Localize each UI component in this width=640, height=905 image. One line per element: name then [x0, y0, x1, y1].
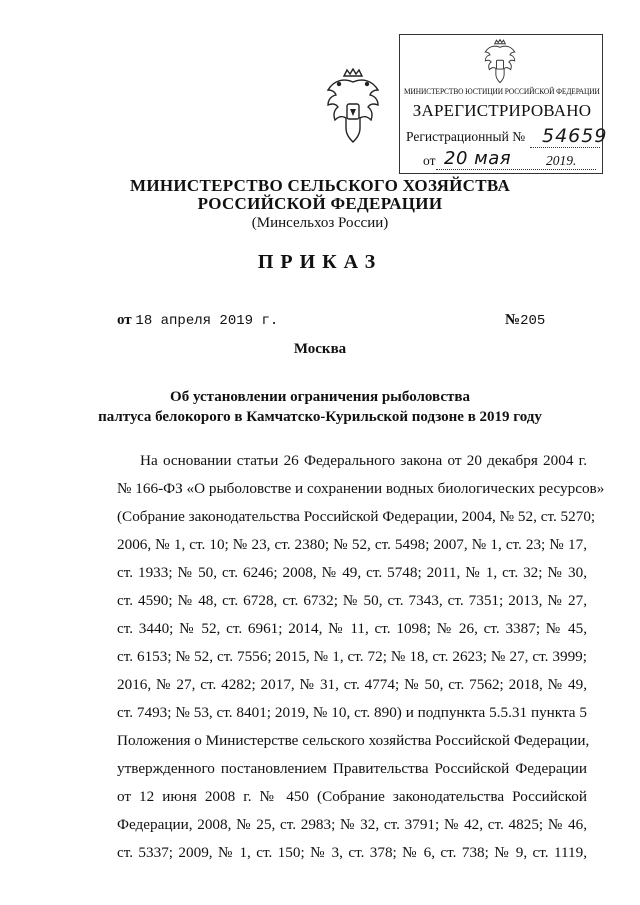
body-line: ст. 1933; № 50, ст. 6246; 2008, № 49, ст. 5748; 2011, № 1, ст. 32; № 30, [117, 564, 587, 581]
order-number-value: 205 [520, 313, 546, 329]
order-date [117, 312, 278, 329]
stamp-registered: ЗАРЕГИСТРИРОВАНО [412, 101, 592, 120]
body-line: На основании статьи 26 Федерального закона от 20 декабря 2004 г. [140, 452, 587, 469]
stamp-regnum-label: Регистрационный № [406, 129, 526, 144]
body-line: утвержденного постановлением Правительства Российской Федерации [117, 760, 587, 777]
order-number [505, 312, 545, 329]
coat-of-arms-icon [480, 39, 520, 85]
coat-of-arms-icon [322, 68, 384, 146]
stamp-regnum-value: 54659 [542, 125, 608, 147]
order-date-value: 18 апреля 2019 г. [135, 313, 279, 329]
stamp-ministry: МИНИСТЕРСТВО ЮСТИЦИИ РОССИЙСКОЙ ФЕДЕРАЦИИ [404, 86, 600, 96]
stamp-date-prefix: от [423, 153, 436, 168]
ministry-short-name: (Минсельхоз России) [251, 215, 389, 231]
stamp-date-handwritten: 20 мая [444, 148, 512, 169]
body-line: № 166-ФЗ «О рыболовстве и сохранении водных биологических ресурсов» [117, 480, 605, 497]
stamp-regnum-underline [530, 147, 600, 148]
body-line: ст. 3440; № 52, ст. 6961; 2014, № 11, ст. 1098; № 26, ст. 3387; № 45, [117, 620, 587, 637]
body-line: Положения о Министерстве сельского хозяйства Российской Федерации, [117, 732, 590, 749]
order-date-prefix: от [117, 312, 132, 328]
stamp-date-year: 2019. [546, 153, 577, 168]
body-line: от 12 июня 2008 г. № 450 (Собрание законодательства Российской [117, 788, 587, 805]
body-line: ст. 5337; 2009, № 1, ст. 150; № 3, ст. 378; № 6, ст. 738; № 9, ст. 1119, [117, 844, 587, 861]
order-subject-line1: Об установлении ограничения рыболовства [170, 389, 470, 405]
body-line: Федерации, 2008, № 25, ст. 2983; № 32, ст. 3791; № 42, ст. 4825; № 46, [117, 816, 587, 833]
body-line: (Собрание законодательства Российской Федерации, 2004, № 52, ст. 5270; [117, 508, 596, 525]
order-city: Москва [293, 341, 347, 357]
body-line: ст. 6153; № 52, ст. 7556; 2015, № 1, ст. 72; № 18, ст. 2623; № 27, ст. 3999; [117, 648, 587, 665]
ministry-title-line1: МИНИСТЕРСТВО СЕЛЬСКОГО ХОЗЯЙСТВА [129, 176, 511, 195]
body-line: ст. 7493; № 53, ст. 8401; 2019, № 10, ст. 890) и подпункта 5.5.31 пункта 5 [117, 704, 587, 721]
order-subject-line2: палтуса белокорого в Камчатско-Курильской подзоне в 2019 году [98, 409, 542, 425]
ministry-title-line2: РОССИЙСКОЙ ФЕДЕРАЦИИ [197, 194, 443, 213]
registration-stamp [399, 34, 608, 174]
body-line: 2006, № 1, ст. 10; № 23, ст. 2380; № 52, ст. 5498; 2007, № 1, ст. 23; № 17, [117, 536, 587, 553]
order-number-label: № [505, 312, 521, 328]
body-line: ст. 4590; № 48, ст. 6728, ст. 6732; № 50, ст. 7343, ст. 7351; 2013, № 27, [117, 592, 587, 609]
document-type-title: ПРИКАЗ [257, 251, 383, 273]
stamp-date-underline [436, 169, 596, 170]
body-line: 2016, № 27, ст. 4282; 2017, № 31, ст. 4774; № 50, ст. 7562; 2018, № 49, [117, 676, 587, 693]
